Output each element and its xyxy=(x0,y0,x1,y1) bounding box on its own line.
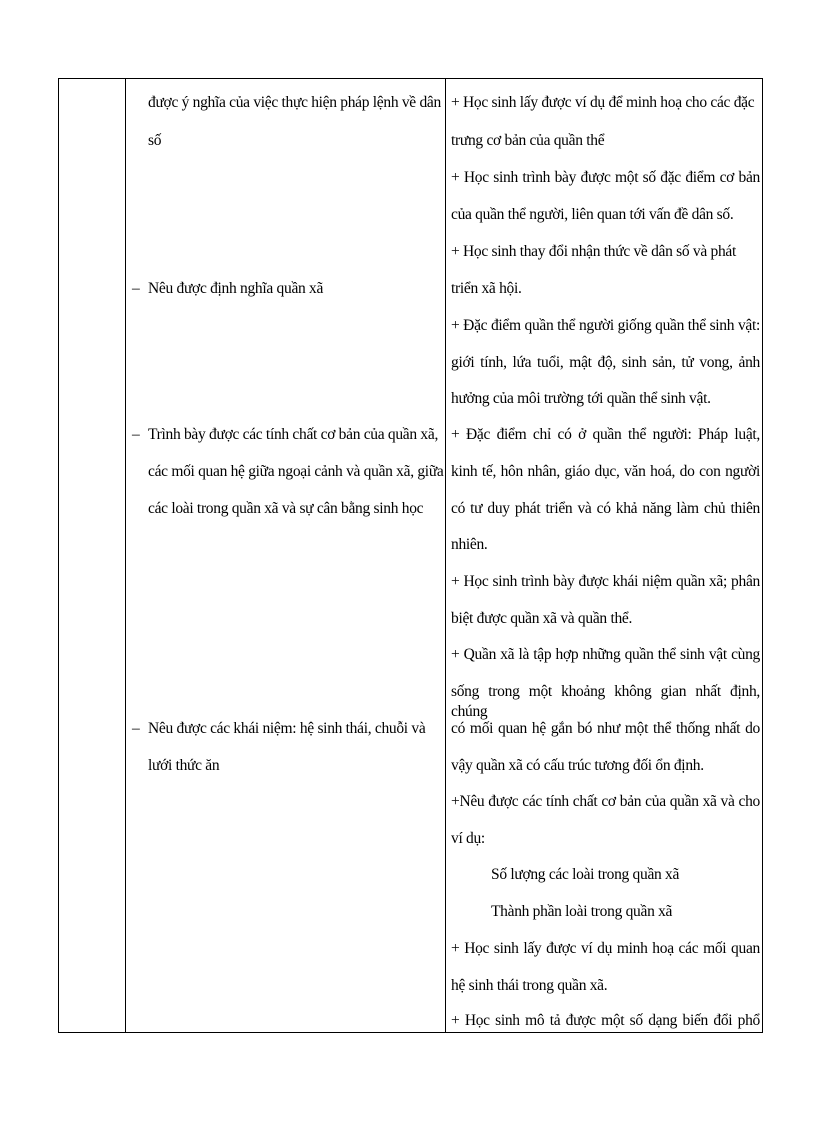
objective-item: các mối quan hệ giữa ngoại cảnh và quần xã, giữa xyxy=(148,463,444,480)
bullet-dash: – xyxy=(132,720,140,737)
requirement-text: + Đặc điểm quần thể người giống quần thể sinh vật: xyxy=(451,317,760,334)
requirement-text: + Đặc điểm chỉ có ở quần thể người: Pháp luật, xyxy=(451,426,760,443)
requirement-text: + Học sinh mô tả được một số dạng biến đổi phổ xyxy=(451,1012,760,1029)
requirement-text: ví dụ: xyxy=(451,830,485,847)
requirement-text: hưởng của môi trường tới quần thể sinh vật. xyxy=(451,390,711,407)
table-column-objectives xyxy=(126,79,446,1032)
requirement-text: của quần thể người, liên quan tới vấn đề dân số. xyxy=(451,206,734,223)
requirement-text: vậy quần xã có cấu trúc tương đối ổn định. xyxy=(451,757,704,774)
objective-text: số xyxy=(148,132,162,149)
requirement-text: + Quần xã là tập hợp những quần thể sinh vật cùng xyxy=(451,646,760,663)
objective-item: Nêu được các khái niệm: hệ sinh thái, chuỗi và xyxy=(148,720,426,737)
requirement-text: +Nêu được các tính chất cơ bản của quần xã và cho xyxy=(451,793,760,810)
requirement-text: giới tính, lứa tuổi, mật độ, sinh sản, tử vong, ảnh xyxy=(451,354,760,371)
requirement-text: nhiên. xyxy=(451,536,488,553)
requirement-text: triển xã hội. xyxy=(451,280,522,297)
content-table xyxy=(58,78,763,1033)
bullet-dash: – xyxy=(132,280,140,297)
requirement-text: + Học sinh lấy được ví dụ minh hoạ các mối quan xyxy=(451,940,760,957)
objective-item: Trình bày được các tính chất cơ bản của quần xã, xyxy=(148,426,439,443)
table-column-1 xyxy=(59,79,126,1032)
objective-item: các loài trong quần xã và sự cân bằng sinh học xyxy=(148,500,424,517)
requirement-text: hệ sinh thái trong quần xã. xyxy=(451,977,608,994)
requirement-text: + Học sinh thay đổi nhận thức về dân số và phát xyxy=(451,243,736,260)
bullet-dash: – xyxy=(132,426,140,443)
requirement-text: sống trong một khoảng không gian nhất định, chúng xyxy=(451,683,760,720)
requirement-text: kinh tế, hôn nhân, giáo dục, văn hoá, do con người xyxy=(451,463,760,480)
objective-item: Nêu được định nghĩa quần xã xyxy=(148,280,324,297)
requirement-text: có mối quan hệ gắn bó như một thể thống nhất do xyxy=(451,720,760,737)
requirement-text: có tư duy phát triển và có khả năng làm chủ thiên xyxy=(451,500,760,517)
requirement-text: Thành phần loài trong quần xã xyxy=(491,903,673,920)
requirement-text: + Học sinh trình bày được một số đặc điểm cơ bản xyxy=(451,169,760,186)
objective-text: được ý nghĩa của việc thực hiện pháp lệnh về dân xyxy=(148,94,441,111)
requirement-text: + Học sinh lấy được ví dụ để minh hoạ cho các đặc xyxy=(451,94,755,111)
objective-item: lưới thức ăn xyxy=(148,757,220,774)
requirement-text: + Học sinh trình bày được khái niệm quần xã; phân xyxy=(451,573,760,590)
requirement-text: biệt được quần xã và quần thể. xyxy=(451,610,633,627)
requirement-text: Số lượng các loài trong quần xã xyxy=(491,866,680,883)
table-column-requirements xyxy=(446,79,762,1032)
requirement-text: trưng cơ bản của quần thể xyxy=(451,132,605,149)
